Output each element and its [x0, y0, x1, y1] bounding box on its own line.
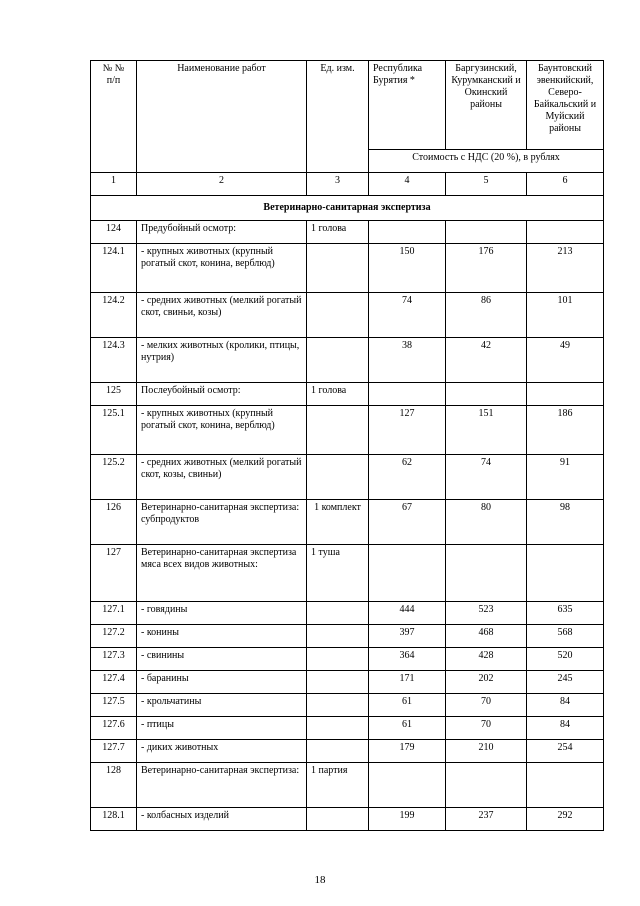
- row-number: 127.3: [91, 648, 137, 671]
- row-name: - средних животных (мелкий рогатый скот, свиньи, козы): [137, 293, 307, 338]
- row-value-barguzin: 523: [446, 602, 527, 625]
- row-value-bauntov: 254: [527, 740, 604, 763]
- table-row: [91, 763, 604, 808]
- row-value-buryatia: 444: [369, 602, 446, 625]
- section-title: Ветеринарно-санитарная экспертиза: [91, 196, 604, 221]
- row-name: - птицы: [137, 717, 307, 740]
- row-value-buryatia: 74: [369, 293, 446, 338]
- row-value-barguzin: [446, 545, 527, 602]
- row-value-barguzin: 74: [446, 455, 527, 500]
- row-value-bauntov: 49: [527, 338, 604, 383]
- row-value-buryatia: 171: [369, 671, 446, 694]
- header-col-name: Наименование работ: [137, 61, 307, 173]
- header-row: [91, 61, 604, 150]
- row-number: 127: [91, 545, 137, 602]
- column-number: 6: [527, 173, 604, 196]
- table-row: [91, 602, 604, 625]
- row-name: Ветеринарно-санитарная экспертиза: субпродуктов: [137, 500, 307, 545]
- table-row: [91, 406, 604, 455]
- row-number: 127.5: [91, 694, 137, 717]
- row-number: 124.2: [91, 293, 137, 338]
- row-value-barguzin: 80: [446, 500, 527, 545]
- row-value-bauntov: [527, 383, 604, 406]
- table-row: [91, 338, 604, 383]
- row-value-barguzin: 202: [446, 671, 527, 694]
- row-number: 125: [91, 383, 137, 406]
- row-unit: [307, 602, 369, 625]
- row-value-bauntov: 213: [527, 244, 604, 293]
- row-name: - колбасных изделий: [137, 808, 307, 831]
- column-numbers-row: [91, 173, 604, 196]
- header-col-number: № № п/п: [91, 61, 137, 173]
- row-number: 124.3: [91, 338, 137, 383]
- row-name: - диких животных: [137, 740, 307, 763]
- row-number: 124.1: [91, 244, 137, 293]
- row-name: - крупных животных (крупный рогатый скот, конина, верблюд): [137, 406, 307, 455]
- column-number: 5: [446, 173, 527, 196]
- row-value-barguzin: 428: [446, 648, 527, 671]
- table-row: [91, 244, 604, 293]
- row-value-barguzin: 176: [446, 244, 527, 293]
- row-value-barguzin: 237: [446, 808, 527, 831]
- row-value-buryatia: 199: [369, 808, 446, 831]
- row-unit: [307, 717, 369, 740]
- row-value-bauntov: 245: [527, 671, 604, 694]
- row-value-barguzin: 468: [446, 625, 527, 648]
- row-value-buryatia: [369, 763, 446, 808]
- row-value-bauntov: 84: [527, 717, 604, 740]
- row-value-buryatia: 364: [369, 648, 446, 671]
- row-value-barguzin: [446, 383, 527, 406]
- row-name: Ветеринарно-санитарная экспертиза:: [137, 763, 307, 808]
- row-unit: 1 голова: [307, 383, 369, 406]
- column-number: 2: [137, 173, 307, 196]
- table-row: [91, 625, 604, 648]
- row-value-barguzin: 42: [446, 338, 527, 383]
- table-row: [91, 808, 604, 831]
- table-row: [91, 717, 604, 740]
- row-value-bauntov: 520: [527, 648, 604, 671]
- row-value-buryatia: 67: [369, 500, 446, 545]
- row-value-bauntov: [527, 221, 604, 244]
- row-value-barguzin: 70: [446, 694, 527, 717]
- row-value-bauntov: 635: [527, 602, 604, 625]
- row-value-barguzin: 70: [446, 717, 527, 740]
- row-unit: 1 комплект: [307, 500, 369, 545]
- row-number: 127.2: [91, 625, 137, 648]
- row-value-buryatia: 61: [369, 694, 446, 717]
- page-number: 18: [314, 874, 326, 886]
- row-name: - крольчатины: [137, 694, 307, 717]
- row-unit: [307, 671, 369, 694]
- row-name: - мелких животных (кролики, птицы, нутрия): [137, 338, 307, 383]
- table-row: [91, 455, 604, 500]
- row-value-buryatia: [369, 545, 446, 602]
- row-value-buryatia: 61: [369, 717, 446, 740]
- row-value-barguzin: 210: [446, 740, 527, 763]
- row-value-bauntov: 568: [527, 625, 604, 648]
- row-name: - средних животных (мелкий рогатый скот, козы, свиньи): [137, 455, 307, 500]
- price-table: [90, 60, 604, 831]
- row-number: 127.7: [91, 740, 137, 763]
- column-number: 3: [307, 173, 369, 196]
- row-unit: [307, 625, 369, 648]
- row-value-buryatia: 150: [369, 244, 446, 293]
- column-number: 1: [91, 173, 137, 196]
- table-row: [91, 293, 604, 338]
- row-value-buryatia: 38: [369, 338, 446, 383]
- table-row: [91, 383, 604, 406]
- row-value-bauntov: [527, 545, 604, 602]
- row-name: - говядины: [137, 602, 307, 625]
- row-name: Предубойный осмотр:: [137, 221, 307, 244]
- table-row: [91, 500, 604, 545]
- row-unit: [307, 406, 369, 455]
- row-name: Ветеринарно-санитарная экспертиза мяса всех видов животных:: [137, 545, 307, 602]
- row-number: 128: [91, 763, 137, 808]
- row-unit: [307, 293, 369, 338]
- row-name: - конины: [137, 625, 307, 648]
- row-value-bauntov: 84: [527, 694, 604, 717]
- row-number: 124: [91, 221, 137, 244]
- row-unit: [307, 694, 369, 717]
- row-name: - крупных животных (крупный рогатый скот, конина, верблюд): [137, 244, 307, 293]
- row-value-buryatia: 62: [369, 455, 446, 500]
- row-value-barguzin: 151: [446, 406, 527, 455]
- header-col-bauntov: Баунтовский эвенкийский, Северо-Байкальский и Муйский районы: [527, 61, 604, 150]
- row-unit: [307, 808, 369, 831]
- row-value-bauntov: 91: [527, 455, 604, 500]
- header-col-barguzin: Баргузинский, Курумканский и Окинский районы: [446, 61, 527, 150]
- row-value-barguzin: [446, 221, 527, 244]
- row-value-buryatia: 397: [369, 625, 446, 648]
- row-number: 126: [91, 500, 137, 545]
- row-unit: [307, 648, 369, 671]
- row-unit: [307, 740, 369, 763]
- row-value-bauntov: 101: [527, 293, 604, 338]
- row-unit: [307, 455, 369, 500]
- header-col-unit: Ед. изм.: [307, 61, 369, 173]
- row-unit: [307, 244, 369, 293]
- row-value-bauntov: 98: [527, 500, 604, 545]
- section-row: [91, 196, 604, 221]
- row-value-buryatia: 127: [369, 406, 446, 455]
- price-note: Стоимость с НДС (20 %), в рублях: [369, 150, 604, 173]
- row-value-bauntov: 292: [527, 808, 604, 831]
- row-value-bauntov: 186: [527, 406, 604, 455]
- row-number: 127.1: [91, 602, 137, 625]
- row-number: 125.1: [91, 406, 137, 455]
- row-value-bauntov: [527, 763, 604, 808]
- table-row: [91, 694, 604, 717]
- row-number: 127.4: [91, 671, 137, 694]
- table-row: [91, 545, 604, 602]
- row-value-barguzin: 86: [446, 293, 527, 338]
- row-number: 125.2: [91, 455, 137, 500]
- table-row: [91, 648, 604, 671]
- row-unit: 1 партия: [307, 763, 369, 808]
- row-name: - свинины: [137, 648, 307, 671]
- row-value-buryatia: 179: [369, 740, 446, 763]
- table-row: [91, 740, 604, 763]
- row-value-buryatia: [369, 383, 446, 406]
- table-row: [91, 671, 604, 694]
- column-number: 4: [369, 173, 446, 196]
- row-name: - баранины: [137, 671, 307, 694]
- header-col-buryatia: Республика Бурятия *: [369, 61, 446, 150]
- row-name: Послеубойный осмотр:: [137, 383, 307, 406]
- row-number: 127.6: [91, 717, 137, 740]
- table-row: [91, 221, 604, 244]
- row-number: 128.1: [91, 808, 137, 831]
- row-value-buryatia: [369, 221, 446, 244]
- row-value-barguzin: [446, 763, 527, 808]
- row-unit: 1 голова: [307, 221, 369, 244]
- row-unit: [307, 338, 369, 383]
- row-unit: 1 туша: [307, 545, 369, 602]
